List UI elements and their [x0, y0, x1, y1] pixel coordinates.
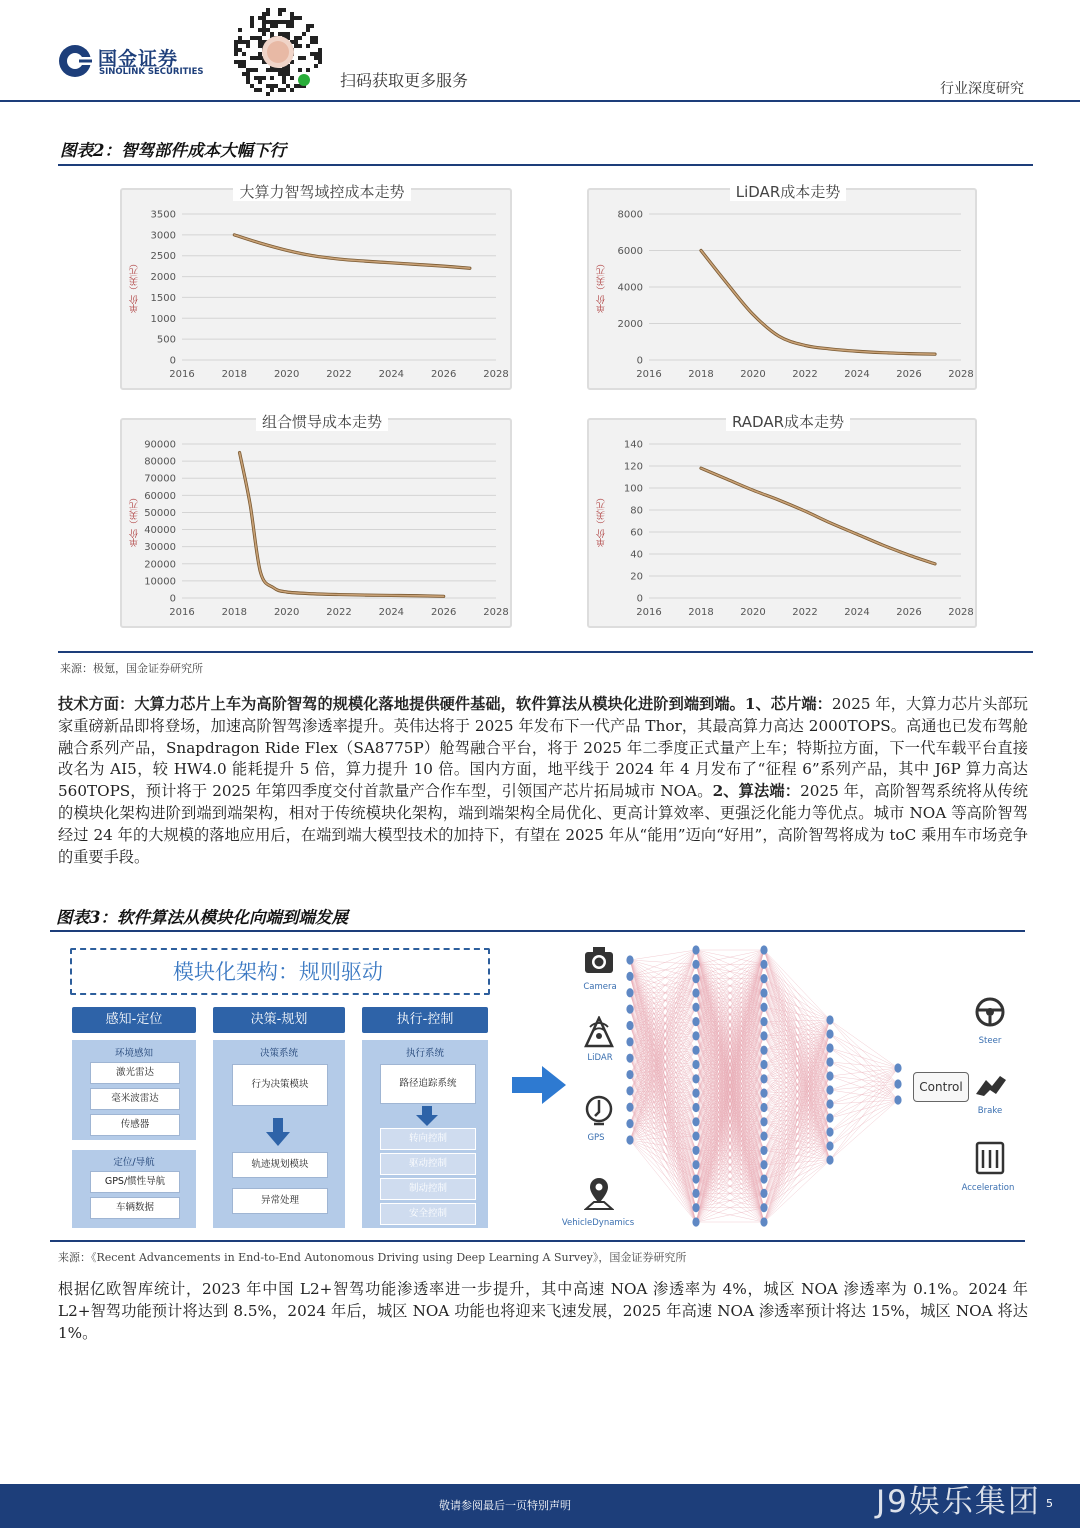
chart-y-tick-label: 50000 — [144, 507, 176, 519]
tech-paragraph-algo-lead: 2、算法端： — [712, 782, 801, 801]
watermark: J9娱乐集团 — [876, 1484, 1041, 1520]
steering-wheel-icon — [974, 996, 1006, 1028]
mmwave-radar-box: 毫米波雷达 — [90, 1088, 180, 1110]
nn-node — [692, 974, 699, 983]
logo-english-name: SINOLINK SECURITIES — [99, 67, 204, 77]
nn-node — [826, 1113, 833, 1122]
localization-title: 定位/导航 — [113, 1157, 155, 1168]
nn-node — [692, 1031, 699, 1040]
nn-node — [692, 1046, 699, 1055]
chart-x-tick-label: 2022 — [792, 607, 818, 618]
lidar-box: 激光雷达 — [90, 1062, 180, 1084]
figure3-bottom-rule — [50, 1240, 1025, 1242]
nn-node — [692, 1189, 699, 1198]
nn-node — [692, 1103, 699, 1112]
nn-node — [626, 988, 633, 997]
chart-title: 大算力智驾域控成本走势 — [233, 183, 410, 201]
nn-node — [826, 1043, 833, 1052]
chart-title: RADAR成本走势 — [726, 413, 850, 431]
chart-y-tick-label: 120 — [623, 461, 643, 473]
nn-node — [692, 1017, 699, 1026]
nn-node — [760, 1174, 767, 1183]
chart-y-axis-label: 单价（美元） — [597, 259, 607, 313]
nn-edge — [830, 1068, 898, 1090]
nn-node — [826, 1015, 833, 1024]
lidar-label: LiDAR — [587, 1053, 613, 1063]
chart-y-axis-label: 单价（美元） — [597, 493, 607, 547]
chart-x-tick-label: 2016 — [169, 607, 195, 618]
penetration-paragraph: 根据亿欧智库统计，2023 年中国 L2+智驾功能渗透率进一步提升，其中高速 NOA 渗透率为 4%，城区 NOA 渗透率为 0.1%。2024 年 L2+智驾功能预计将达到 8.5%，2024 年后，城区 NOA 功能也将迎来飞速发展，2025 年高速 NOA 渗透率预计将达 15%，城区 NOA 将达 1%。 — [58, 1280, 1028, 1342]
nn-edge — [830, 1034, 898, 1084]
chart-y-tick-label: 2500 — [150, 251, 176, 263]
nn-node — [626, 1119, 633, 1128]
nn-node — [826, 1057, 833, 1066]
nn-node — [760, 1146, 767, 1155]
behavior-decision-box: 行为决策模块 — [232, 1064, 328, 1106]
chart-x-tick-label: 2024 — [378, 369, 405, 380]
chart-y-tick-label: 70000 — [144, 473, 176, 485]
nn-node — [692, 1146, 699, 1155]
tech-paragraph-lead: 技术方面：大算力芯片上车为高阶智驾的规模化落地提供硬件基础，软件算法从模块化进阶到端到端。1、芯片端： — [58, 695, 832, 713]
nn-edge — [830, 1068, 898, 1132]
nn-node — [626, 1004, 633, 1013]
sinolink-logo-icon — [58, 44, 92, 78]
nn-node — [894, 1095, 901, 1104]
path-tracking-box: 路径追踪系统 — [380, 1064, 476, 1104]
scan-qr-caption: 扫码获取更多服务 — [340, 71, 469, 90]
execution-title: 执行系统 — [405, 1048, 444, 1059]
nn-edge — [830, 1068, 898, 1076]
gps-icon — [584, 1094, 614, 1130]
nn-node — [894, 1063, 901, 1072]
camera-label: Camera — [583, 982, 617, 992]
nn-edge — [630, 950, 696, 960]
nn-edge — [830, 1062, 898, 1084]
chart-y-tick-label: 500 — [156, 334, 176, 346]
chart-y-tick-label: 100 — [623, 483, 643, 495]
nn-node — [760, 1189, 767, 1198]
down-arrow-icon — [416, 1106, 438, 1126]
nn-node — [626, 1135, 633, 1144]
nn-node — [760, 960, 767, 969]
chart-x-tick-label: 2022 — [326, 369, 352, 380]
chart-y-tick-label: 40000 — [144, 525, 176, 537]
env-perception-title: 环境感知 — [114, 1048, 153, 1059]
nn-node — [760, 1060, 767, 1069]
brake-control-box: 制动控制 — [380, 1178, 476, 1200]
chart-series-line — [240, 453, 444, 597]
chart-y-tick-label: 8000 — [617, 209, 643, 221]
chart-y-tick-label: 20 — [630, 571, 643, 583]
tech-paragraph — [58, 694, 1028, 868]
nn-node — [626, 972, 633, 981]
figure3-title: 图表3：软件算法从模块化向端到端发展 — [56, 908, 348, 927]
chart-y-tick-label: 0 — [636, 355, 643, 367]
nn-edge — [830, 1084, 898, 1160]
figure2-top-rule — [58, 164, 1033, 166]
chart-x-tick-label: 2026 — [896, 369, 922, 380]
chart-panel — [587, 413, 977, 628]
nn-node — [894, 1079, 901, 1088]
chart-x-tick-label: 2022 — [792, 369, 818, 380]
nn-node — [826, 1085, 833, 1094]
figure2-source: 来源：极氪，国金证券研究所 — [60, 662, 203, 675]
chart-y-tick-label: 20000 — [144, 559, 176, 571]
brake-label: Brake — [977, 1106, 1003, 1116]
tech-paragraph-algo: 2025 年，高阶智驾系统将从传统的模块化架构进阶到端到端架构，相对于传统模块化架构，端到端架构全局优化、更高计算效率、更强泛化能力等优点。城市 NOA 等高阶智驾经过 24 年的大规模的落地应用后，在端到端大模型技术的加持下，有望在 2025 年从“能用”迈向“好用”，高阶智驾将成为 toC 乘用车市场竞争的重要手段。 — [58, 782, 1028, 866]
column-head-execution: 执行-控制 — [362, 1007, 488, 1033]
chart-y-tick-label: 60000 — [144, 490, 176, 502]
nn-edge — [830, 1068, 898, 1160]
nn-node — [692, 1003, 699, 1012]
gps-ins-box: GPS/惯性导航 — [90, 1171, 180, 1193]
document-type-label: 行业深度研究 — [940, 81, 1024, 97]
nn-edge — [830, 1100, 898, 1104]
nn-node — [626, 955, 633, 964]
nn-node — [760, 974, 767, 983]
figure3-top-rule — [50, 930, 1025, 932]
nn-node — [692, 945, 699, 954]
chart-series-line-shadow — [240, 453, 444, 597]
acceleration-label: Acceleration — [961, 1183, 1015, 1193]
nn-node — [692, 1160, 699, 1169]
chart-x-tick-label: 2028 — [483, 607, 509, 618]
chart-panel — [587, 183, 977, 390]
chart-panel — [120, 413, 512, 628]
nn-edge — [764, 1090, 830, 1222]
lidar-icon — [584, 1016, 614, 1048]
chart-y-tick-label: 10000 — [144, 576, 176, 588]
nn-node — [826, 1029, 833, 1038]
nn-node — [692, 1132, 699, 1141]
nn-node — [760, 1031, 767, 1040]
drive-control-box: 驱动控制 — [380, 1153, 476, 1175]
steering-control-box: 转向控制 — [380, 1128, 476, 1150]
chart-panel — [120, 183, 512, 390]
logo-chinese-name: 国金证券 — [98, 48, 179, 70]
accelerator-pedal-icon — [974, 1140, 1006, 1176]
nn-node — [760, 1017, 767, 1026]
nn-node — [626, 1037, 633, 1046]
vehicle-dynamics-icon — [584, 1176, 614, 1212]
nn-node — [760, 1046, 767, 1055]
chart-y-tick-label: 80 — [630, 505, 643, 517]
chart-x-tick-label: 2016 — [169, 369, 195, 380]
chart-series-line — [234, 235, 470, 268]
chart-y-tick-label: 6000 — [617, 246, 643, 257]
control-box: Control — [913, 1072, 969, 1102]
chart-series-line-shadow — [701, 251, 935, 355]
chart-plot — [589, 420, 975, 626]
chart-x-tick-label: 2024 — [844, 369, 870, 380]
nn-node — [760, 1003, 767, 1012]
chart-x-tick-label: 2024 — [844, 607, 870, 618]
nn-node — [760, 1117, 767, 1126]
nn-node — [760, 945, 767, 954]
nn-node — [760, 1074, 767, 1083]
nn-edge — [830, 1048, 898, 1100]
nn-node — [826, 1127, 833, 1136]
chart-series-line-shadow — [234, 235, 470, 268]
figure2-bottom-rule — [58, 651, 1033, 653]
chart-y-tick-label: 2000 — [617, 319, 643, 330]
chart-x-tick-label: 2018 — [688, 369, 714, 380]
chart-y-tick-label: 40 — [630, 549, 643, 561]
brake-pedal-icon — [972, 1072, 1008, 1102]
nn-edge — [830, 1048, 898, 1084]
nn-node — [692, 1074, 699, 1083]
chart-x-tick-label: 2028 — [948, 369, 974, 380]
nn-node — [626, 1054, 633, 1063]
chart-x-tick-label: 2028 — [483, 369, 509, 380]
chart-x-tick-label: 2026 — [430, 369, 457, 380]
chart-y-tick-label: 60 — [630, 527, 643, 539]
footer-disclaimer[interactable]: 敬请参阅最后一页特别声明 — [439, 1499, 571, 1512]
nn-node — [760, 1217, 767, 1226]
chart-title: LiDAR成本走势 — [730, 183, 847, 201]
column-head-decision: 决策-规划 — [213, 1007, 345, 1033]
nn-node — [626, 1021, 633, 1030]
down-arrow-icon — [266, 1118, 290, 1146]
nn-node — [760, 1160, 767, 1169]
gps-label: GPS — [587, 1133, 605, 1143]
chart-y-axis-label: 单价（美元） — [130, 493, 140, 547]
chart-x-tick-label: 2022 — [326, 607, 352, 618]
nn-node — [692, 1060, 699, 1069]
chart-x-tick-label: 2020 — [273, 369, 300, 380]
chart-x-tick-label: 2018 — [221, 369, 248, 380]
chart-title: 组合惯导成本走势 — [256, 413, 388, 431]
chart-x-tick-label: 2026 — [896, 607, 922, 618]
nn-node — [626, 1086, 633, 1095]
chart-y-tick-label: 1500 — [150, 292, 176, 304]
nn-node — [826, 1071, 833, 1080]
chart-x-tick-label: 2016 — [636, 369, 662, 380]
page-number: 5 — [1046, 1497, 1053, 1510]
modular-banner-title: 模块化架构：规则驱动 — [173, 960, 383, 984]
chart-x-tick-label: 2018 — [688, 607, 714, 618]
figure2-title: 图表2：智驾部件成本大幅下行 — [60, 141, 286, 160]
chart-y-tick-label: 4000 — [617, 282, 643, 294]
chart-y-tick-label: 2000 — [150, 272, 176, 284]
nn-node — [826, 1155, 833, 1164]
nn-node — [692, 1117, 699, 1126]
chart-y-tick-label: 3000 — [150, 230, 176, 242]
trajectory-planning-box: 轨迹规划模块 — [232, 1152, 328, 1178]
chart-y-tick-label: 0 — [636, 593, 643, 605]
chart-x-tick-label: 2018 — [221, 607, 248, 618]
qr-code-icon[interactable] — [234, 8, 322, 96]
nn-edge — [830, 1100, 898, 1132]
chart-plot — [589, 190, 975, 388]
nn-node — [760, 1103, 767, 1112]
sensor-box: 传感器 — [90, 1114, 180, 1136]
chart-x-tick-label: 2028 — [948, 607, 974, 618]
chart-y-tick-label: 3500 — [150, 209, 176, 221]
nn-node — [760, 1203, 767, 1212]
nn-node — [692, 1203, 699, 1212]
decision-title: 决策系统 — [259, 1048, 298, 1059]
chart-series-line — [701, 251, 935, 355]
chart-x-tick-label: 2020 — [740, 369, 766, 380]
chart-y-axis-label: 单价（美元） — [130, 259, 140, 313]
nn-edge — [830, 1062, 898, 1100]
chart-y-tick-label: 0 — [169, 355, 176, 367]
nn-node — [626, 1070, 633, 1079]
chart-y-tick-label: 80000 — [144, 456, 176, 468]
tech-paragraph-chip: 2025 年，大算力芯片头部玩家重磅新品即将登场，加速高阶智驾渗透率提升。英伟达将于 2025 年发布下一代产品 Thor，其最高算力高达 2000TOPS。高通也已发布驾舱融合系列产品，Snapdragon Ride Flex（SA8775P）舱驾融合平台，将于 2025 年二季度正式量产上车；特斯拉方面，下一代车载平台直接改名为 AI5，较 HW4.0 能耗提升 5 倍，算力提升 10 倍。国内方面，地平线于 2024 年 4 月发布了“征程 6”系列产品，其中 J6P 算力高达 560TOPS，预计将于 2025 年第四季度交付首款量产合作车型，引领国产芯片拓局城市 NOA。 — [58, 695, 1028, 801]
chart-y-tick-label: 1000 — [150, 313, 176, 325]
header-divider — [0, 100, 1080, 102]
nn-node — [692, 1217, 699, 1226]
vehicle-dynamics-label: VehicleDynamics — [561, 1218, 635, 1228]
nn-edge — [830, 1084, 898, 1132]
safety-control-box: 安全控制 — [380, 1203, 476, 1225]
right-arrow-icon — [512, 1066, 566, 1104]
nn-node — [626, 1103, 633, 1112]
nn-node — [760, 988, 767, 997]
chart-y-tick-label: 90000 — [144, 439, 176, 451]
nn-node — [692, 1174, 699, 1183]
nn-edge — [830, 1020, 898, 1084]
nn-node — [692, 1089, 699, 1098]
nn-node — [760, 1089, 767, 1098]
chart-y-tick-label: 140 — [623, 439, 643, 451]
chart-x-tick-label: 2016 — [636, 607, 662, 618]
nn-node — [692, 988, 699, 997]
chart-plot — [122, 420, 510, 626]
nn-node — [826, 1099, 833, 1108]
nn-node — [760, 1132, 767, 1141]
end-to-end-neural-network — [620, 940, 910, 1232]
nn-node — [826, 1141, 833, 1150]
chart-plot — [122, 190, 510, 388]
column-head-perception: 感知-定位 — [72, 1007, 196, 1033]
figure3-source: 来源：《Recent Advancements in End-to-End Autonomous Driving using Deep Learning A Survey》，国金证券研究所 — [58, 1251, 687, 1264]
chart-x-tick-label: 2020 — [740, 607, 766, 618]
chart-y-tick-label: 0 — [169, 593, 176, 605]
nn-edge — [764, 1062, 830, 1222]
steer-label: Steer — [978, 1036, 1002, 1046]
vehicle-data-box: 车辆数据 — [90, 1197, 180, 1219]
camera-icon — [584, 946, 614, 974]
chart-x-tick-label: 2026 — [430, 607, 457, 618]
chart-y-tick-label: 30000 — [144, 542, 176, 554]
chart-x-tick-label: 2020 — [273, 607, 300, 618]
chart-x-tick-label: 2024 — [378, 607, 405, 618]
nn-edge — [630, 950, 696, 976]
nn-node — [692, 960, 699, 969]
exception-handling-box: 异常处理 — [232, 1188, 328, 1214]
